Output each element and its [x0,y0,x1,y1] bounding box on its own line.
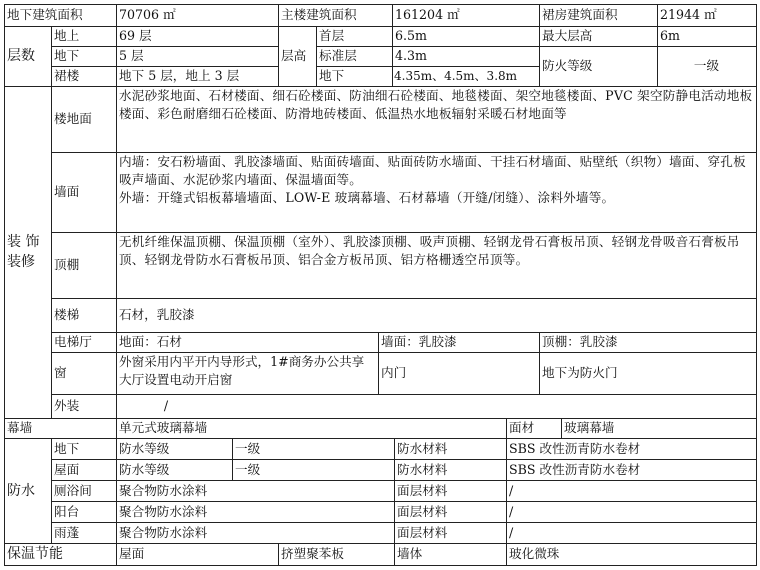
max-height-value: 6m [660,28,680,43]
curtain-wall-type: 单元式玻璃幕墙 [119,420,208,435]
grid-line [116,4,117,565]
waterproof-grade: 一级 [235,461,261,477]
waterproof-key: 防水等级 [119,440,170,456]
stair-label: 楼梯 [54,307,80,322]
waterproof-place: 地下 [54,440,80,456]
floors-below-value: 5 层 [119,48,144,63]
floors-above-value: 69 层 [119,28,152,43]
grid-line [392,4,393,86]
grid-line [561,418,562,438]
waterproof-grade: 一级 [235,440,261,456]
underground-area-value: 70706 ㎡ [119,7,176,22]
waterproof-material-label: 面层材料 [397,482,448,498]
grid-line [51,352,756,353]
height-standard-value: 4.3m [395,48,427,63]
floors-label: 层数 [7,48,35,64]
grid-line [378,332,379,394]
insulation-label: 保温节能 [7,546,63,562]
floor-finish-text: 水泥砂浆地面、石材楼面、细石砼楼面、防油细石砼楼面、地毯楼面、架空地毯楼面、PVC 架空防静电活动地板楼面、彩色耐磨细石砼楼面、防滑地砖楼面、低温热水地板辐射采暖石材地面等 [119,88,753,121]
grid-line [539,4,540,86]
grid-line [51,480,756,481]
waterproof-place: 厕浴间 [54,482,92,498]
waterproof-place: 雨蓬 [54,524,80,540]
waterproof-material: / [509,482,514,498]
ceiling-label: 顶棚 [54,257,80,272]
waterproof-material: / [509,524,514,540]
waterproof-material-label: 防水材料 [397,461,448,477]
waterproof-key: 聚合物防水涂料 [119,482,208,498]
waterproof-place: 阳台 [54,503,80,519]
grid-line [51,46,278,47]
fire-rating-value: 一级 [693,58,720,73]
grid-line [51,438,52,543]
waterproof-material-label: 面层材料 [397,524,448,540]
wall-finish-label: 墙面 [54,184,80,199]
curtain-surface-label: 面材 [509,420,535,435]
main-area-value: 161204 ㎡ [395,7,460,22]
grid-line [539,332,540,394]
decoration-label-line2: 装修 [7,254,35,270]
curtain-wall-label: 幕墙 [7,420,33,435]
height-underground-label: 地下 [319,68,345,83]
wall-outer-text: 外墙：开缝式铝板幕墙墙面、LOW-E 玻璃幕墙、石材幕墙（开缝/闭缝）、涂料外墙等。 [119,190,615,205]
waterproof-place: 屋面 [54,461,80,477]
decoration-label [4,86,51,418]
elevator-hall-label: 电梯厅 [54,334,92,349]
window-label: 窗 [54,365,67,380]
grid-line [657,4,658,86]
grid-line [51,332,756,333]
elevator-ceiling: 顶棚：乳胶漆 [542,334,618,349]
insulation-roof-value: 挤塑聚苯板 [281,546,344,561]
waterproof-key: 聚合物防水涂料 [119,524,208,540]
grid-line [51,66,278,67]
grid-line [316,46,756,47]
height-first-value: 6.5m [395,28,427,43]
grid-line [506,418,507,565]
stair-text: 石材，乳胶漆 [119,307,195,322]
waterproof-material: SBS 改性沥青防水卷材 [509,440,641,456]
grid-line [394,438,395,565]
grid-line [316,66,539,67]
grid-line [51,522,756,523]
podium-area-value: 21944 ㎡ [660,7,717,22]
grid-line [51,26,52,418]
floors-podium-label: 裙楼 [54,68,80,83]
grid-line [51,232,756,233]
podium-area-label: 裙房建筑面积 [542,7,618,22]
elevator-floor: 地面：石材 [119,334,182,349]
window-inner-door: 内门 [381,365,407,380]
curtain-surface-value: 玻璃幕墙 [564,420,615,435]
waterproof-material: / [509,503,514,519]
waterproof-label: 防水 [7,482,35,499]
floor-finish-label: 楼地面 [54,111,92,126]
elevator-wall: 墙面：乳胶漆 [381,334,457,349]
grid-line [51,459,756,460]
grid-line [278,4,279,86]
height-underground-value: 4.35m、4.5m、3.8m [394,69,518,83]
waterproof-material-label: 防水材料 [397,440,448,456]
insulation-wall-label: 墙体 [397,546,423,561]
exterior-label: 外装 [54,398,80,413]
window-outer-text: 外窗采用内平开内导形式，1#商务办公共享大厅设置电动开启窗 [119,354,365,387]
floors-below-label: 地下 [54,48,80,63]
grid-line [316,26,317,86]
grid-line [51,394,756,395]
fire-rating-label: 防火等级 [542,58,593,73]
waterproof-material: SBS 改性沥青防水卷材 [509,461,641,477]
insulation-roof-label: 屋面 [119,546,145,561]
height-first-label: 首层 [319,28,345,43]
grid-line [232,438,233,480]
exterior-value: / [163,398,169,413]
floors-above-label: 地上 [54,28,80,43]
insulation-wall-value: 玻化微珠 [509,546,560,561]
waterproof-key: 聚合物防水涂料 [119,503,208,519]
wall-finish-cell [116,152,756,232]
decoration-label-line1: 装 饰 [7,234,40,250]
grid-line [756,4,757,566]
floors-podium-value: 地下 5 层，地上 3 层 [119,68,240,83]
grid-line [51,298,756,299]
grid-line [51,501,756,502]
grid-line [51,152,756,153]
grid-line [4,565,757,566]
waterproof-key: 防水等级 [119,461,170,477]
main-area-label: 主楼建筑面积 [281,7,357,22]
window-underground: 地下为防火门 [542,365,618,380]
grid-line [4,4,5,565]
ceiling-text: 无机纤维保温顶棚、保温顶棚（室外）、乳胶漆顶棚、吸声顶棚、轻钢龙骨石膏板吊顶、轻钢龙骨吸音石膏板吊顶、轻钢龙骨防水石膏板吊顶、铝合金方板吊顶、铝方格栅透空吊顶等。 [119,234,740,267]
waterproof-material-label: 面层材料 [397,503,448,519]
wall-inner-text: 内墙：安石粉墙面、乳胶漆墙面、贴面砖墙面、贴面砖防水墙面、干挂石材墙面、贴壁纸（织物）墙面、穿孔板吸声墙面、水泥砂浆内墙面、保温墙面等。 [119,154,746,187]
height-standard-label: 标准层 [319,48,357,63]
underground-area-label: 地下建筑面积 [7,7,83,22]
grid-line [278,543,279,565]
height-label: 层高 [281,48,307,63]
max-height-label: 最大层高 [542,28,593,43]
